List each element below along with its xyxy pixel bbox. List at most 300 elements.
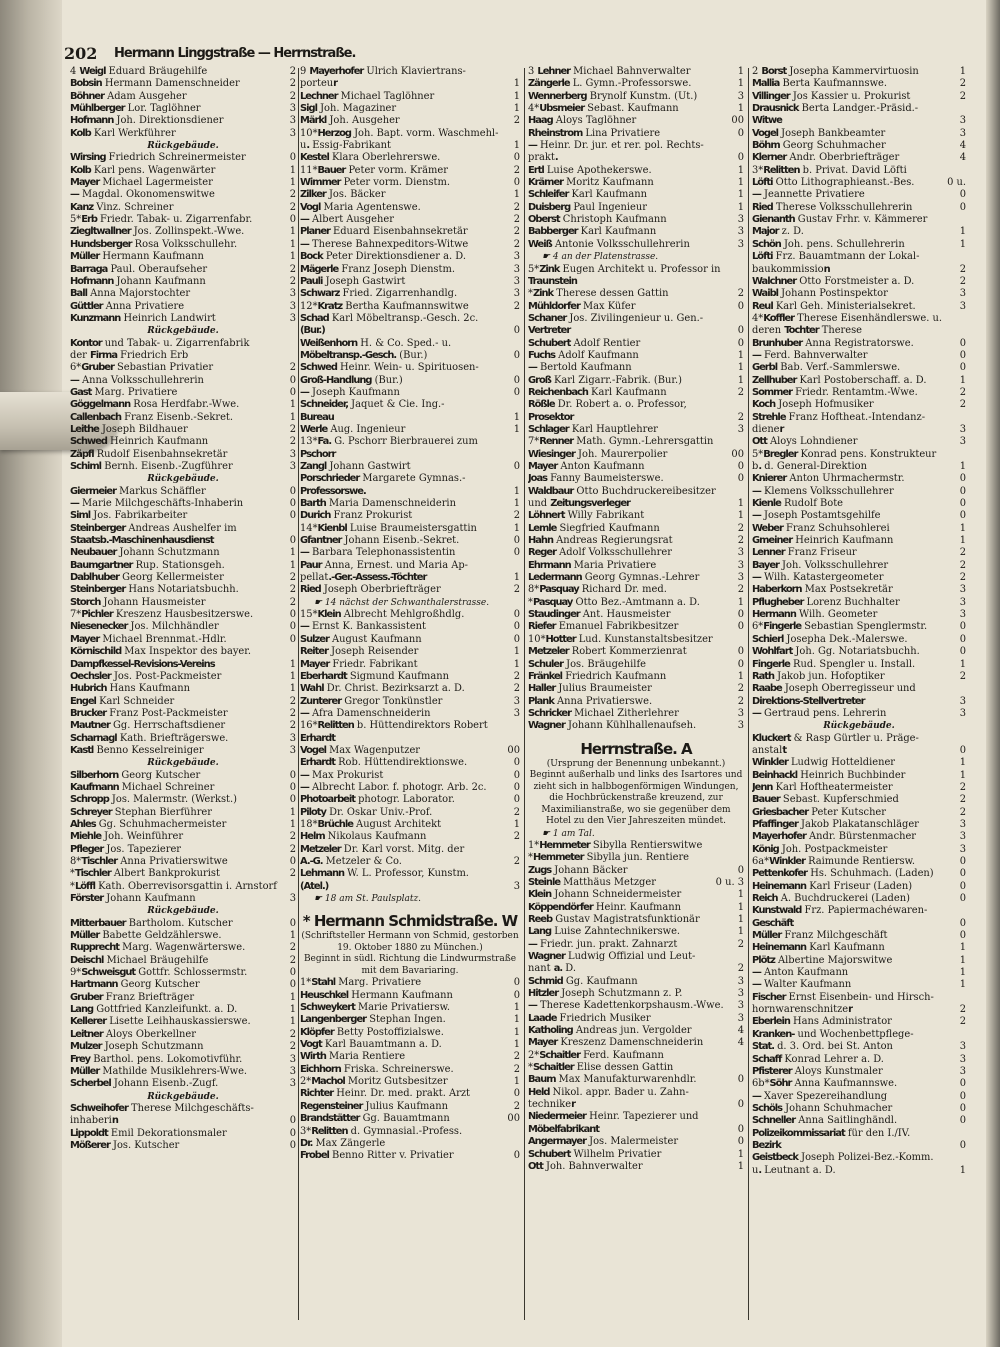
directory-entry (528, 165, 744, 177)
entry-text: Ziegltwallner Jos. Zollinspekt.-Wwe. (70, 226, 245, 238)
directory-entry (300, 1039, 520, 1051)
floor-number: 0 (289, 769, 296, 781)
entry-text: Ledermann Georg Gymnas.-Lehrer (528, 572, 700, 584)
entry-text: Sigl Joh. Magaziner (300, 103, 397, 115)
entry-text: Barth Maria Damenschneiderin (300, 498, 456, 510)
entry-text: — Bertold Kaufmann (528, 362, 632, 374)
floor-number: 1 (737, 1160, 744, 1172)
floor-number: 1 (289, 399, 296, 411)
directory-entry (752, 177, 966, 189)
floor-number: 0 (959, 930, 966, 942)
directory-entry (300, 189, 520, 201)
floor-number: 0 (959, 201, 966, 213)
entry-text: Callenbach Franz Eisenb.-Sekret. (70, 411, 234, 423)
directory-entry (752, 794, 966, 806)
floor-number: 3 (959, 423, 966, 435)
directory-entry (528, 683, 744, 695)
directory-entry (528, 877, 744, 889)
entry-text: 6*Gruber Sebastian Privatier (70, 362, 214, 374)
directory-entry (70, 671, 296, 683)
floor-number: 0 (737, 461, 744, 472)
directory-entry (300, 708, 520, 720)
floor-number: 0 (513, 989, 520, 1001)
floor-number: 1 (513, 572, 520, 584)
entry-text: Mayer Michael Lagermeister (70, 177, 213, 189)
directory-entry (70, 992, 296, 1004)
directory-entry (528, 708, 744, 720)
directory-entry (752, 1140, 966, 1152)
directory-entry (752, 523, 966, 535)
entry-text: Steinle Matthäus Metzger (528, 876, 656, 888)
floor-number: 1 (513, 1026, 520, 1038)
entry-text: Direktions-Stellvertreter (752, 695, 865, 707)
directory-entry (528, 951, 744, 963)
floor-number: 0 (289, 781, 296, 793)
entry-text: Waibl Johann Postinspektor (752, 288, 888, 300)
floor-number: 0 (289, 1115, 296, 1127)
floor-number: 1 (513, 189, 520, 201)
floor-number: 1 (513, 1002, 520, 1014)
directory-entry (300, 1027, 520, 1039)
directory-entry (528, 288, 744, 300)
entry-text: Schubert Wilhelm Privatier (528, 1148, 662, 1160)
directory-entry (752, 66, 966, 78)
directory-entry (70, 942, 296, 954)
entry-text: Schweykert Marie Privatiersw. (300, 1002, 451, 1014)
floor-number: 0 (289, 510, 296, 522)
floor-number: 2 (289, 66, 296, 77)
directory-entry (752, 708, 966, 720)
floor-number: 0 (737, 473, 744, 485)
entry-text: Staatsb.-Maschinenhausdienst (70, 535, 214, 547)
entry-text: 12*Kratz Bertha Kaufmannswitwe (300, 300, 469, 312)
directory-entry (528, 214, 744, 226)
directory-entry (752, 276, 966, 288)
entry-text: Heinemann Karl Kaufmann (752, 942, 885, 954)
floor-number: 3 (737, 975, 744, 987)
directory-entry (528, 399, 744, 411)
entry-text: 1*Hemmeter Sibylla Rentierswitwe (528, 839, 703, 851)
directory-entry (752, 264, 966, 276)
directory-entry (752, 510, 966, 522)
directory-entry (300, 449, 520, 461)
floor-number: 1 (513, 658, 520, 670)
directory-entry (752, 1091, 966, 1103)
entry-text: Beinhackl Heinrich Buchbinder (752, 769, 906, 781)
directory-entry (300, 720, 520, 732)
entry-text: Frey Barthol. pens. Lokomotivführ. (70, 1053, 243, 1065)
directory-entry (300, 338, 520, 350)
directory-entry (300, 399, 520, 411)
directory-entry (752, 1041, 966, 1053)
directory-entry (752, 202, 966, 214)
directory-entry (300, 844, 520, 856)
entry-text: 5*Bregler Konrad pens. Konstrukteur (752, 448, 937, 460)
floor-number: 0 (513, 177, 520, 189)
floor-number: 0 (513, 374, 520, 386)
directory-entry (752, 165, 966, 177)
directory-entry (752, 375, 966, 387)
entry-text: Reger Adolf Volksschullehrer (528, 547, 672, 559)
directory-entry (528, 597, 744, 609)
directory-entry (528, 510, 744, 522)
entry-text: Siml Jos. Fabrikarbeiter (70, 510, 188, 522)
entry-text: Neubauer Johann Schutzmann (70, 547, 220, 559)
entry-text: Weber Franz Schuhsohlerei (752, 522, 890, 534)
floor-number: 2 (737, 288, 744, 300)
directory-entry (70, 115, 296, 127)
directory-entry (752, 831, 966, 843)
entry-text: Reul Karl Geh. Ministerialsekret. (752, 300, 916, 312)
floor-number: 0 (959, 917, 966, 929)
directory-entry (300, 856, 520, 868)
directory-entry (70, 412, 296, 424)
floor-number: 1 (737, 596, 744, 608)
floor-number: 1 (289, 658, 296, 670)
directory-entry (752, 905, 966, 917)
floor-number: 0 (737, 152, 744, 164)
location-note: ☛ 1 am Tal. (542, 828, 595, 839)
entry-text: Rheinstrom Lina Privatiere (528, 127, 661, 139)
floor-number: 1 (737, 189, 744, 201)
entry-text: Lang Gottfried Kanzleifunkt. a. D. (70, 1004, 238, 1016)
entry-text: Pschorr (300, 448, 336, 460)
directory-entry (528, 140, 744, 152)
floor-number: 0 (289, 609, 296, 621)
entry-text: Baumgartner Rup. Stationsgeh. (70, 559, 225, 571)
entry-text: Winkler Ludwig Hotteldiener (752, 757, 896, 769)
floor-number: 1 (513, 140, 520, 152)
entry-text: Scherbel Johann Eisenb.-Zugf. (70, 1078, 219, 1090)
page-number: 202 (64, 44, 98, 63)
directory-entry (70, 1029, 296, 1041)
directory-entry (70, 1004, 296, 1016)
entry-text: Photoarbeit photogr. Laborator. (300, 794, 455, 806)
directory-entry (528, 572, 744, 584)
directory-entry (528, 671, 744, 683)
floor-number: 1 (737, 103, 744, 115)
entry-text: Metzeler Dr. Karl vorst. Mitg. der (300, 843, 465, 855)
entry-text: Zängerle L. Gymn.-Professorswe. (528, 78, 692, 90)
floor-number: 2 (289, 90, 296, 102)
directory-entry (528, 387, 744, 399)
entry-text: — Afra Damenschneiderin (300, 707, 431, 719)
directory-entry (70, 498, 296, 510)
entry-text: Vogl Maria Agentenswe. (300, 201, 421, 213)
entry-text: Paur Anna, Ernest. und Maria Ap- (300, 559, 469, 571)
directory-entry (528, 91, 744, 103)
directory-entry (752, 91, 966, 103)
directory-entry (752, 1152, 966, 1164)
entry-text: Schuler Jos. Bräugehilfe (528, 658, 646, 670)
entry-text: Griesbacher Peter Kutscher (752, 806, 886, 818)
floor-number: 0 (959, 473, 966, 485)
floor-number: 3 (513, 275, 520, 287)
entry-text: Müller Mathilde Musiklehrers-Wwe. (70, 1065, 248, 1077)
entry-text: Schreyer Stephan Bierführer (70, 806, 213, 818)
directory-entry (528, 621, 744, 633)
directory-entry (300, 819, 520, 831)
directory-entry (528, 1087, 744, 1099)
directory-entry (70, 436, 296, 448)
entry-text: Helm Nikolaus Kaufmann (300, 831, 427, 843)
entry-text: Mößerer Jos. Kutscher (70, 1139, 180, 1151)
entry-text: Planer Eduard Eisenbahnsekretär (300, 226, 468, 238)
entry-text: baukommission (752, 263, 830, 275)
floor-number: 2 (289, 423, 296, 435)
floor-number: 3 (289, 744, 296, 756)
entry-text: — Ernst K. Bankassistent (300, 621, 427, 633)
entry-text: *Tischler Albert Bankprokurist (70, 868, 220, 880)
directory-entry (300, 78, 520, 90)
directory-entry (528, 78, 744, 90)
entry-text: Schwarz Fried. Zigarrenhandlg. (300, 288, 458, 300)
street-description: (Schriftsteller Hermann von Schmid, gestorben 19. Oktober 1880 zu München.) (301, 931, 519, 953)
floor-number: 0 (513, 152, 520, 164)
floor-number: 0 (289, 917, 296, 929)
entry-text: Mühldorfer Max Küfer (528, 300, 636, 312)
entry-text: Wagner Ludwig Offizial und Leut- (528, 951, 696, 962)
floor-number: 1 (737, 164, 744, 176)
entry-text: Niesenecker Jos. Milchhändler (70, 621, 219, 633)
floor-number: 0 (737, 658, 744, 670)
directory-entry (300, 977, 520, 989)
floor-number: 0 (289, 1139, 296, 1151)
directory-entry (70, 560, 296, 572)
entry-text: — Albrecht Labor. f. photogr. Arb. 2c. (300, 781, 487, 793)
directory-entry (752, 350, 966, 362)
directory-entry (528, 696, 744, 708)
entry-text: *Hemmeter Sibylla jun. Rentiere (528, 852, 690, 864)
directory-entry (70, 338, 296, 350)
entry-text: Erhardt (300, 732, 335, 744)
directory-entry (300, 609, 520, 621)
directory-entry (300, 733, 520, 745)
floor-number: 2 (289, 1028, 296, 1040)
directory-entry (70, 856, 296, 868)
entry-text: Steinberger Andreas Aushelfer im (70, 522, 237, 534)
floor-number: 2 (289, 201, 296, 213)
entry-text: Ott Joh. Bahnverwalter (528, 1160, 643, 1172)
directory-entry (70, 189, 296, 201)
directory-entry (300, 831, 520, 843)
street-description: Beginnt außerhalb und links des Isartores und zieht sich in halbbogenförmigen Windungen, die Hochbrückenstraße kreuzend, zur Maximilianstraße, wo sie gegenüber dem Hotel zu den Vier Jahreszeiten mündet. (529, 770, 743, 827)
entry-text: der Firma Friedrich Erb (70, 349, 189, 361)
floor-number: 0 (513, 769, 520, 781)
directory-entry (752, 696, 966, 708)
directory-entry (300, 498, 520, 510)
floor-number: 0 (737, 864, 744, 876)
directory-entry (752, 609, 966, 621)
entry-text: *Schaitler Elise dessen Gattin (528, 1062, 674, 1074)
directory-entry (300, 560, 520, 572)
directory-entry (300, 646, 520, 658)
directory-entry (752, 424, 966, 436)
directory-entry (752, 930, 966, 942)
directory-entry (752, 967, 966, 979)
directory-entry (752, 646, 966, 658)
floor-number: 2 (959, 781, 966, 793)
floor-number: 0 (737, 127, 744, 139)
directory-entry (300, 1126, 520, 1138)
floor-number: 1 (513, 498, 520, 510)
directory-entry (752, 325, 966, 337)
entry-text: Porschrieder Margarete Gymnas.- (300, 473, 466, 485)
floor-number: 0 (959, 893, 966, 905)
directory-entry (300, 1076, 520, 1088)
floor-number: 2 (289, 831, 296, 843)
floor-number: 0 (289, 374, 296, 386)
floor-number: 0 (959, 1078, 966, 1090)
floor-number: 3 (959, 288, 966, 300)
floor-number: 2 (289, 275, 296, 287)
entry-text: hornwarenschnitzer (752, 1004, 853, 1016)
entry-text: Katholing Andreas jun. Vergolder (528, 1025, 692, 1037)
directory-entry (70, 152, 296, 164)
entry-text: 7*Renner Math. Gymn.-Lehrersgattin (528, 436, 714, 448)
floor-number: 0 (737, 337, 744, 349)
entry-text: Geschäft (752, 917, 794, 929)
entry-text: Kranken- und Wochenbettpflege- (752, 1028, 914, 1040)
floor-number: 0 (289, 214, 296, 226)
street-description: (Ursprung der Benennung unbekannt.) (546, 758, 726, 769)
entry-text: — Walter Kaufmann (752, 979, 852, 991)
floor-number: 1 (289, 226, 296, 238)
floor-number: 1 (289, 251, 296, 263)
entry-text: Kastl Benno Kesselreiniger (70, 744, 204, 756)
entry-text: Reeb Gustav Magistratsfunktionär (528, 913, 700, 925)
floor-number: 3 (289, 127, 296, 139)
directory-entry (70, 177, 296, 189)
entry-text: Ehrmann Maria Privatiere (528, 559, 657, 571)
directory-entry (752, 301, 966, 313)
floor-number: 2 (959, 572, 966, 584)
entry-text: Heinemann Karl Friseur (Laden) (752, 880, 913, 892)
entry-text: Lenner Franz Friseur (752, 547, 857, 559)
entry-text: Witwe (752, 115, 782, 127)
floor-number: 2 (289, 584, 296, 596)
directory-entry (752, 1078, 966, 1090)
floor-number: 4 (737, 1025, 744, 1037)
floor-number: 1 (737, 349, 744, 361)
floor-number: 1 (513, 522, 520, 534)
directory-entry (752, 893, 966, 905)
entry-text: Ried Therese Volksschullehrerin (752, 201, 913, 213)
floor-number: 2 (959, 90, 966, 102)
entry-text: 9 Mayerhofer Ulrich Klaviertrans- (300, 66, 466, 77)
floor-number: 00 (731, 448, 744, 460)
directory-entry (70, 609, 296, 621)
entry-text: — Albert Ausgeher (300, 214, 394, 226)
floor-number: 2 (737, 522, 744, 534)
floor-number: 2 (289, 942, 296, 954)
floor-number: 0 (289, 794, 296, 806)
entry-text: Mayer Kreszenz Damenschneiderin (528, 1037, 704, 1049)
entry-text: Ertl Luise Apothekerswe. (528, 164, 652, 176)
directory-entry (528, 939, 744, 951)
directory-entry (752, 597, 966, 609)
entry-text: nant a. D. (528, 963, 576, 975)
entry-text: Schmid Gg. Kaufmann (528, 975, 638, 987)
entry-text: Hofmann Johann Kaufmann (70, 275, 206, 287)
location-note: ☛ 4 an der Platenstrasse. (542, 252, 659, 263)
entry-text: Koch Joseph Hofmusiker (752, 399, 874, 411)
entry-text: Schneider, Jaquet & Cie. Ing.- (300, 399, 445, 411)
section-heading: Rückgebäude. (147, 326, 219, 337)
floor-number: 2 (959, 559, 966, 571)
floor-number: 0 (737, 1123, 744, 1135)
floor-number: 4 (737, 1037, 744, 1049)
directory-entry (70, 659, 296, 671)
floor-number: 3 (289, 1053, 296, 1065)
floor-number: 3 (289, 103, 296, 115)
entry-text: Vogel Joseph Bankbeamter (752, 127, 886, 139)
floor-number: 3 (737, 214, 744, 226)
entry-text: — Barbara Telephonassistentin (300, 547, 456, 559)
entry-text: Pflugheber Lorenz Buchhalter (752, 596, 900, 608)
entry-text: Kellerer Lisette Leihhauskassierswe. (70, 1016, 251, 1028)
floor-number: 3 (959, 584, 966, 596)
floor-number: 0 (289, 485, 296, 497)
entry-text: Polizeikommissariat für den I./IV. (752, 1127, 911, 1139)
directory-entry (70, 1128, 296, 1140)
entry-text: Lechner Michael Taglöhner (300, 90, 435, 102)
floor-number: 1 (289, 818, 296, 830)
entry-text: Baum Max Manufakturwarenhdlr. (528, 1074, 697, 1086)
directory-entry (752, 745, 966, 757)
directory-entry (528, 66, 744, 78)
entry-text: Mitterbauer Bartholom. Kutscher (70, 917, 233, 929)
floor-number: 0 u. 3 (715, 876, 744, 888)
floor-number: 0 (959, 1090, 966, 1102)
entry-text: Lippoldt Emil Dekorationsmaler (70, 1127, 227, 1139)
directory-entry (528, 720, 744, 732)
entry-text: diener (752, 423, 784, 435)
entry-text: Gmeiner Heinrich Kaufmann (752, 535, 894, 547)
entry-text: Kestel Klara Oberlehrerswe. (300, 152, 441, 164)
floor-number: 3 (737, 572, 744, 584)
entry-text: Storch Johann Hausmeister (70, 596, 206, 608)
directory-entry (528, 547, 744, 559)
entry-text: Pauli Joseph Gastwirt (300, 275, 406, 287)
directory-column-1 (70, 66, 296, 1328)
directory-entry (70, 720, 296, 732)
entry-text: Schwed Heinr. Wein- u. Spirituosen- (300, 362, 479, 374)
directory-entry (528, 1037, 744, 1049)
directory-entry (300, 621, 520, 633)
entry-text: Schöls Johann Schuhmacher (752, 1102, 893, 1114)
floor-number: 1 (737, 374, 744, 386)
directory-entry (528, 852, 744, 864)
entry-text: Schaff Konrad Lehrer a. D. (752, 1053, 884, 1065)
location-note: ☛ 14 nächst der Schwanthalerstrasse. (314, 597, 490, 608)
entry-text: Hubrich Hans Kaufmann (70, 683, 190, 695)
floor-number: 0 u. (947, 177, 966, 189)
floor-number: 0 (959, 510, 966, 522)
floor-number: 3 (959, 300, 966, 312)
directory-entry (528, 436, 744, 448)
floor-number: 3 (513, 880, 520, 892)
floor-number: 2 (959, 1016, 966, 1028)
entry-text: Piloty Dr. Oskar Univ.-Prof. (300, 806, 433, 818)
entry-text: Kolb Karl pens. Wagenwärter (70, 164, 216, 176)
directory-entry (752, 770, 966, 782)
directory-entry (752, 387, 966, 399)
directory-entry (300, 202, 520, 214)
entry-text: — Joseph Kaufmann (300, 386, 400, 398)
floor-number: 3 (289, 300, 296, 312)
entry-text: 9*Schweisgut Gottfr. Schlossermstr. (70, 967, 248, 979)
